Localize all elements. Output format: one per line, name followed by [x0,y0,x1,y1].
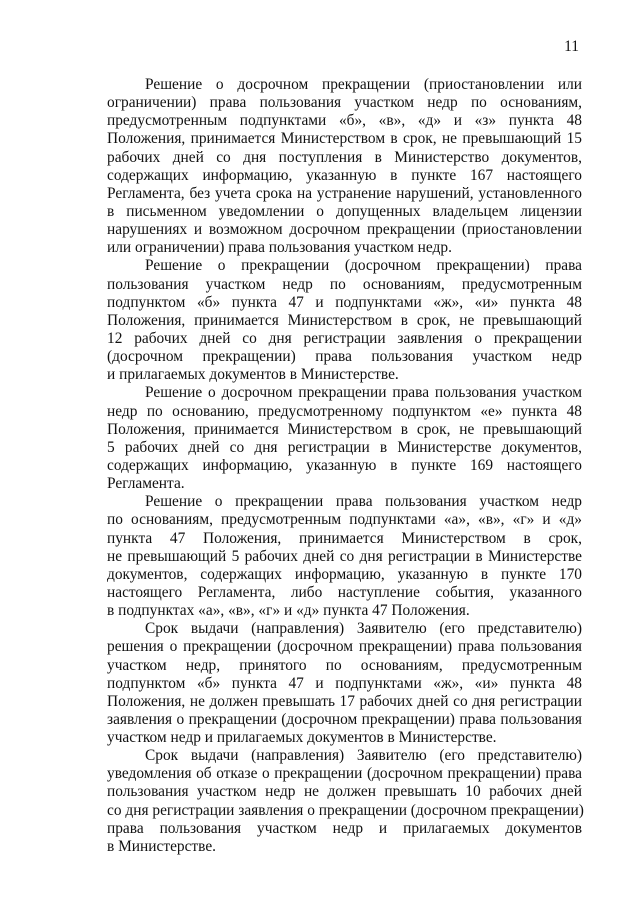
paragraph [107,384,582,493]
text-line: ограничении) права пользования участком недр по основаниям, [107,94,582,112]
text-line: по основаниям, предусмотренным подпунктами «а», «в», «г» и «д» [107,511,582,529]
paragraph [107,76,582,257]
text-line: предусмотренным подпунктами «б», «в», «д» и «з» пункта 48 [107,112,582,130]
text-line: Регламента, без учета срока на устранение нарушений, установленного [107,184,582,202]
text-line: со дня регистрации заявления о прекращении (досрочном прекращении) [107,801,584,819]
text-line: в письменном уведомлении о допущенных владельцем лицензии [107,202,582,220]
paragraph [107,747,582,856]
text-line: нарушениях и возможном досрочном прекращении (приостановлении [107,221,582,239]
text-line: участком недр и прилагаемых документов в Министерстве. [107,729,497,747]
text-line: решения о прекращении (досрочном прекращении) права пользования [107,638,582,656]
text-line: Положения, принимается Министерством в срок, не превышающий 15 [107,130,582,148]
text-line: рабочих дней со дня поступления в Министерство документов, [107,148,582,166]
text-line: не превышающий 5 рабочих дней со дня регистрации в Министерстве [107,547,582,565]
text-line: 12 рабочих дней со дня регистрации заявления о прекращении [107,329,582,347]
text-line: и прилагаемых документов в Министерстве. [107,366,399,384]
paragraph [107,257,582,384]
text-line: (досрочном прекращении) права пользования участком недр [107,348,582,366]
text-line: настоящего Регламента, либо наступление события, указанного [107,583,582,601]
paragraph [107,620,582,747]
text-line: содержащих информацию, указанную в пункте 167 настоящего [107,166,582,184]
text-line: Решение о досрочном прекращении права пользования участком [145,384,582,402]
text-line: Решение о прекращении права пользования участком недр [145,493,582,511]
text-line: заявления о прекращении (досрочном прекращении) права пользования [107,710,582,728]
text-line: в подпунктах «а», «в», «г» и «д» пункта 47 Положения. [107,602,470,620]
text-line: уведомления об отказе о прекращении (досрочном прекращении) права [107,765,582,783]
text-line: пользования участком недр не должен превышать 10 рабочих дней [107,783,582,801]
text-line: подпунктом «б» пункта 47 и подпунктами «ж», «и» пункта 48 [107,674,582,692]
text-line: содержащих информацию, указанную в пункте 169 настоящего [107,456,582,474]
text-line: Решение о прекращении (досрочном прекращении) права [145,257,582,275]
page-number: 11 [564,38,579,55]
text-line: Положения, не должен превышать 17 рабочих дней со дня регистрации [107,692,582,710]
text-line: Положения, принимается Министерством в срок, не превышающий [107,311,582,329]
paragraph [107,493,582,620]
document-body [107,76,582,856]
text-line: Решение о досрочном прекращении (приостановлении или [145,76,582,93]
text-line: права пользования участком недр и прилагаемых документов [107,819,582,837]
text-line: или ограничении) права пользования участком недр. [107,239,452,257]
text-line: 5 рабочих дней со дня регистрации в Министерстве документов, [107,438,582,456]
text-line: документов, содержащих информацию, указанную в пункте 170 [107,565,582,583]
text-line: Регламента. [107,475,185,493]
text-line: пункта 47 Положения, принимается Министерством в срок, [107,529,582,547]
text-line: Срок выдачи (направления) Заявителю (его представителю) [145,620,582,638]
text-line: недр по основанию, предусмотренному подпунктом «е» пункта 48 [107,402,582,420]
text-line: в Министерстве. [107,837,217,855]
text-line: Положения, принимается Министерством в срок, не превышающий [107,420,582,438]
text-line: участком недр, принятого по основаниям, предусмотренным [107,656,582,674]
text-line: подпунктом «б» пункта 47 и подпунктами «ж», «и» пункта 48 [107,293,582,311]
text-line: пользования участком недр по основаниям, предусмотренным [107,275,582,293]
text-line: Срок выдачи (направления) Заявителю (его представителю) [145,747,582,765]
